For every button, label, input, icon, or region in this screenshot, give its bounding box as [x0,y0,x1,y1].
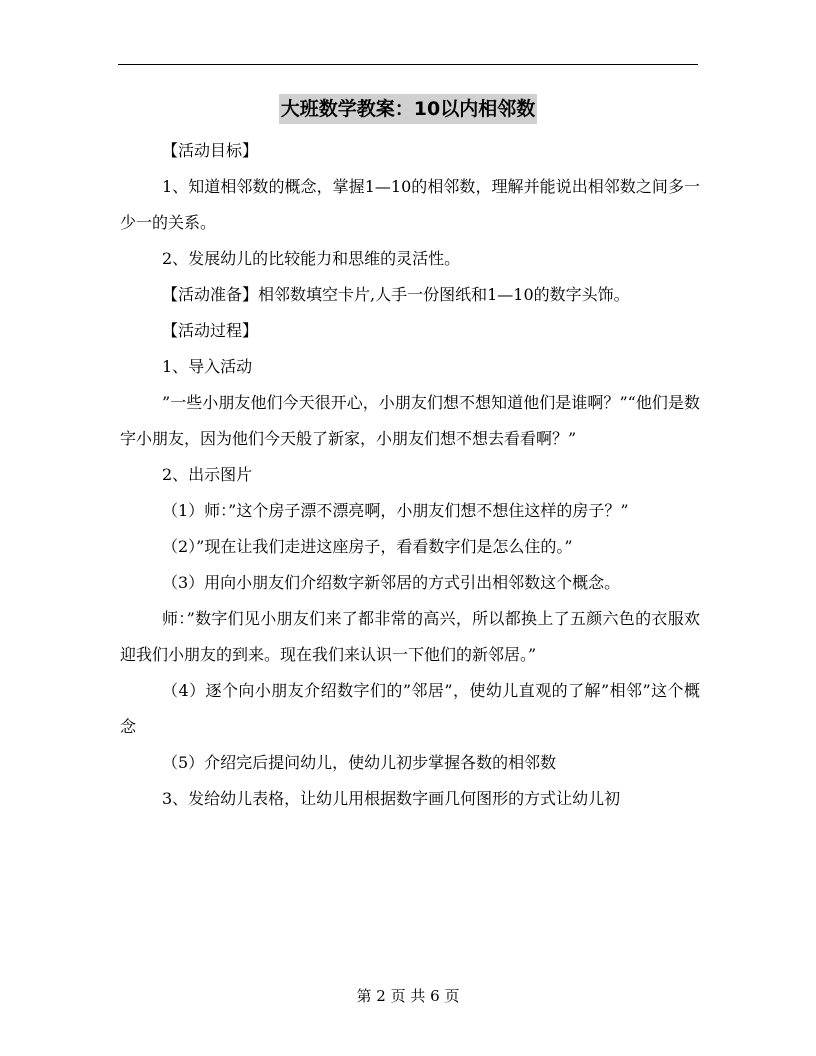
section-heading-process: 【活动过程】 [162,321,259,340]
process-step: 2、出示图片 [162,465,253,484]
section-preparation: 【活动准备】相邻数填空卡片,人手一份图纸和1—10的数字头饰。 [162,285,630,304]
section-heading-objectives: 【活动目标】 [162,141,259,160]
paragraph: （2）”现在让我们走进这座房子，看看数字们是怎么住的。” [162,537,573,556]
paragraph: ”一些小朋友他们今天很开心，小朋友们想不想知道他们是谁啊？”“他们是数字小朋友，因为他们今天般了新家，小朋友们想不想去看看啊？” [120,393,700,448]
title-container [0,94,816,124]
objective-item: 1、知道相邻数的概念，掌握1—10的相邻数，理解并能说出相邻数之间多一少一的关系。 [120,177,700,232]
paragraph: 师：”数字们见小朋友们来了都非常的高兴，所以都换上了五颜六色的衣服欢迎我们小朋友的到来。现在我们来认识一下他们的新邻居。” [120,609,700,664]
paragraph: （1）师：”这个房子漂不漂亮啊，小朋友们想不想住这样的房子？” [162,501,629,520]
objective-item: 2、发展幼儿的比较能力和思维的灵活性。 [162,249,461,268]
document-title: 大班数学教案：10以内相邻数 [279,94,537,124]
page-number: 第 2 页 共 6 页 [356,987,460,1005]
paragraph: （5）介绍完后提问幼儿，使幼儿初步掌握各数的相邻数 [162,753,557,772]
document-body [120,133,700,817]
paragraph: （4）逐个向小朋友介绍数字们的”邻居”，使幼儿直观的了解”相邻”这个概念 [120,681,700,736]
header-rule [118,64,698,65]
paragraph: （3）用向小朋友们介绍数字新邻居的方式引出相邻数这个概念。 [162,573,621,592]
process-step: 1、导入活动 [162,357,253,376]
process-step: 3、发给幼儿表格，让幼儿用根据数字画几何图形的方式让幼儿初 [162,789,621,808]
